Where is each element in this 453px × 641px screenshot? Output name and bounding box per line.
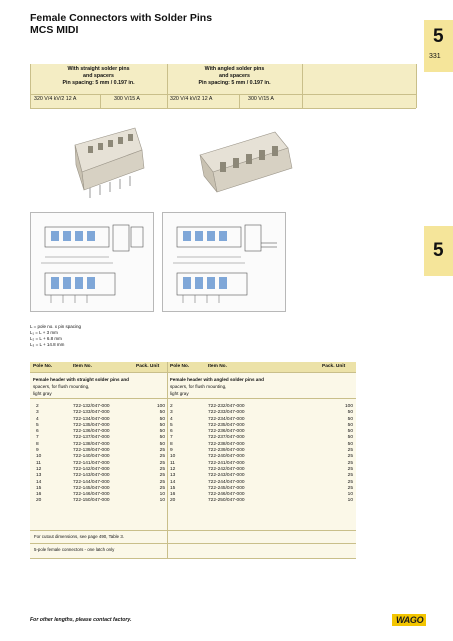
item-number-cell: 722-233/047-000 xyxy=(208,410,245,416)
item-number-cell: 722-145/047-000 xyxy=(73,485,110,491)
side-section-tab xyxy=(424,226,453,276)
item-number-cell: 722-135/047-000 xyxy=(73,422,110,428)
angled-technical-drawing xyxy=(162,212,286,312)
straight-connector-image xyxy=(75,128,144,198)
pole-number-cell: 5 xyxy=(36,422,39,428)
right-spec-voltage: 320 V/4 kV/2 12 A xyxy=(170,96,213,102)
pack-unit-cell: 50 xyxy=(347,429,353,435)
item-number-cell: 722-239/047-000 xyxy=(208,448,245,454)
pack-unit-cell: 25 xyxy=(347,466,353,472)
pack-unit-cell: 50 xyxy=(159,410,165,416)
col-pack-unit-right: Pack. Unit xyxy=(322,364,346,369)
divider xyxy=(30,94,416,95)
pole-number-cell: 6 xyxy=(36,429,39,435)
pole-number-cell: 3 xyxy=(36,410,39,416)
divider xyxy=(30,372,356,373)
latch-footnote: 5-pole female connectors - one latch only xyxy=(34,547,115,552)
pack-unit-cell: 25 xyxy=(159,448,165,454)
pole-number-cell: 12 xyxy=(170,466,176,472)
pack-unit-cell: 10 xyxy=(347,492,353,498)
pole-number-cell: 16 xyxy=(36,492,42,498)
pack-unit-cell: 50 xyxy=(347,422,353,428)
pole-number-cell: 10 xyxy=(170,454,176,460)
pack-unit-cell: 25 xyxy=(347,473,353,479)
section-number: 5 xyxy=(433,26,444,47)
item-number-cell: 722-237/047-000 xyxy=(208,435,245,441)
item-number-cell: 722-134/047-000 xyxy=(73,416,110,422)
pole-number-cell: 2 xyxy=(170,404,173,409)
pack-unit-cell: 100 xyxy=(156,404,165,409)
pack-unit-cell: 25 xyxy=(347,448,353,454)
pack-unit-cell: 25 xyxy=(159,454,165,460)
item-number-cell: 722-235/047-000 xyxy=(208,422,245,428)
item-number-cell: 722-141/047-000 xyxy=(73,460,110,466)
divider xyxy=(30,558,356,559)
item-number-cell: 722-146/047-000 xyxy=(73,492,110,498)
pack-unit-cell: 25 xyxy=(347,479,353,485)
item-number-cell: 722-245/047-000 xyxy=(208,485,245,491)
right-spec-ul: 300 V/15 A xyxy=(248,96,274,102)
item-number-cell: 722-238/047-000 xyxy=(208,441,245,447)
pack-unit-cell: 10 xyxy=(159,492,165,498)
item-number-cell: 722-240/047-000 xyxy=(208,454,245,460)
divider xyxy=(302,64,303,108)
pack-unit-cell: 50 xyxy=(159,429,165,435)
right-header-title: With angled solder pins and spacers Pin spacing: 5 mm / 0.197 in. xyxy=(198,66,271,86)
cutout-footnote: For cutout dimensions, see page 490, Table 3. xyxy=(34,534,124,539)
pole-number-cell: 7 xyxy=(170,435,173,441)
wago-logo: WAGO xyxy=(392,614,426,626)
item-number-cell: 722-132/047-000 xyxy=(73,404,110,409)
pole-number-cell: 13 xyxy=(170,473,176,479)
right-item-column xyxy=(208,404,278,505)
angled-connector-image xyxy=(200,132,292,192)
pole-number-cell: 14 xyxy=(36,479,42,485)
pack-unit-cell: 25 xyxy=(159,479,165,485)
item-number-cell: 722-234/047-000 xyxy=(208,416,245,422)
pack-unit-cell: 50 xyxy=(159,422,165,428)
pole-number-cell: 3 xyxy=(170,410,173,416)
item-number-cell: 722-244/047-000 xyxy=(208,479,245,485)
item-number-cell: 722-142/047-000 xyxy=(73,466,110,472)
item-number-cell: 722-133/047-000 xyxy=(73,410,110,416)
item-number-cell: 722-138/047-000 xyxy=(73,441,110,447)
item-number-cell: 722-236/047-000 xyxy=(208,429,245,435)
pack-unit-cell: 50 xyxy=(347,435,353,441)
col-pack-unit: Pack. Unit xyxy=(136,364,160,369)
item-number-cell: 722-143/047-000 xyxy=(73,473,110,479)
item-number-cell: 722-232/047-000 xyxy=(208,404,245,409)
pack-unit-cell: 50 xyxy=(347,441,353,447)
divider xyxy=(416,64,417,108)
pack-unit-cell: 25 xyxy=(159,460,165,466)
side-section-number: 5 xyxy=(433,240,444,261)
left-pack-column xyxy=(140,404,165,505)
title-line-1: Female Connectors with Solder Pins xyxy=(30,12,213,24)
col-item-no: Item No. xyxy=(73,364,92,369)
pole-number-cell: 15 xyxy=(170,485,176,491)
col-pole-no: Pole No. xyxy=(33,364,53,369)
pack-unit-cell: 10 xyxy=(347,498,353,504)
pole-number-cell: 4 xyxy=(36,416,39,422)
right-pole-column xyxy=(170,404,190,505)
col-item-no-right: Item No. xyxy=(208,364,227,369)
item-number-cell: 722-144/047-000 xyxy=(73,479,110,485)
pole-number-cell: 8 xyxy=(36,441,39,447)
pole-number-cell: 16 xyxy=(170,492,176,498)
pole-number-cell: 10 xyxy=(36,454,42,460)
straight-technical-drawing xyxy=(30,212,154,312)
item-number-cell: 722-139/047-000 xyxy=(73,448,110,454)
pole-number-cell: 4 xyxy=(170,416,173,422)
left-spec-voltage: 320 V/4 kV/2 12 A xyxy=(34,96,77,102)
product-photos xyxy=(30,110,416,208)
left-product-description: Female header with straight solder pins and spacers, for flush mounting, light gray xyxy=(33,377,129,396)
divider xyxy=(239,94,240,108)
divider xyxy=(167,362,168,558)
pole-number-cell: 20 xyxy=(36,498,42,504)
pack-unit-cell: 25 xyxy=(347,454,353,460)
section-tab xyxy=(424,20,453,72)
pole-number-cell: 5 xyxy=(170,422,173,428)
pole-number-cell: 9 xyxy=(36,448,39,454)
pole-number-cell: 11 xyxy=(36,460,41,466)
divider xyxy=(30,398,356,399)
dimension-notes: L = pole no. x pin spacing L₁ = L + 3 mm L₂ = L + 6.8 mm L₃ = L + 14.8 mm xyxy=(30,324,81,347)
left-spec-ul: 300 V/15 A xyxy=(114,96,140,102)
pack-unit-cell: 50 xyxy=(159,416,165,422)
pack-unit-cell: 25 xyxy=(347,460,353,466)
pole-number-cell: 20 xyxy=(170,498,176,504)
contact-note: For other lengths, please contact factory. xyxy=(30,617,132,623)
pole-number-cell: 2 xyxy=(36,404,39,409)
page-title xyxy=(30,12,212,36)
pole-number-cell: 13 xyxy=(36,473,42,479)
item-number-cell: 722-243/047-000 xyxy=(208,473,245,479)
pack-unit-cell: 25 xyxy=(159,473,165,479)
pack-unit-cell: 25 xyxy=(159,466,165,472)
pack-unit-cell: 100 xyxy=(344,404,353,409)
item-number-cell: 722-242/047-000 xyxy=(208,466,245,472)
left-item-column xyxy=(73,404,143,505)
title-line-2: MCS MIDI xyxy=(30,24,79,36)
divider xyxy=(30,108,416,109)
pack-unit-cell: 10 xyxy=(159,498,165,504)
col-pole-no-right: Pole No. xyxy=(170,364,190,369)
pack-unit-cell: 50 xyxy=(347,416,353,422)
pole-number-cell: 11 xyxy=(170,460,175,466)
divider xyxy=(30,543,356,544)
right-pack-column xyxy=(320,404,353,505)
item-number-cell: 722-140/047-000 xyxy=(73,454,110,460)
divider xyxy=(30,530,356,531)
item-number-cell: 722-136/047-000 xyxy=(73,429,110,435)
pole-number-cell: 15 xyxy=(36,485,42,491)
pack-unit-cell: 50 xyxy=(159,441,165,447)
pole-number-cell: 8 xyxy=(170,441,173,447)
left-header-title: With straight solder pins and spacers Pin spacing: 5 mm / 0.197 in. xyxy=(62,66,135,86)
item-number-cell: 722-250/047-000 xyxy=(208,498,245,504)
pack-unit-cell: 50 xyxy=(159,435,165,441)
pole-number-cell: 7 xyxy=(36,435,39,441)
pack-unit-cell: 50 xyxy=(347,410,353,416)
pole-number-cell: 14 xyxy=(170,479,176,485)
pack-unit-cell: 25 xyxy=(347,485,353,491)
right-product-description: Female header with angled solder pins and spacers, for flush mounting, light gray xyxy=(170,377,264,396)
item-number-cell: 722-241/047-000 xyxy=(208,460,245,466)
item-number-cell: 722-150/047-000 xyxy=(73,498,110,504)
item-number-cell: 722-137/047-000 xyxy=(73,435,110,441)
pack-unit-cell: 25 xyxy=(159,485,165,491)
pole-number-cell: 12 xyxy=(36,466,42,472)
left-pole-column xyxy=(36,404,56,505)
pole-number-cell: 6 xyxy=(170,429,173,435)
divider xyxy=(100,94,101,108)
page-number: 331 xyxy=(429,53,441,60)
pole-number-cell: 9 xyxy=(170,448,173,454)
item-number-cell: 722-246/047-000 xyxy=(208,492,245,498)
